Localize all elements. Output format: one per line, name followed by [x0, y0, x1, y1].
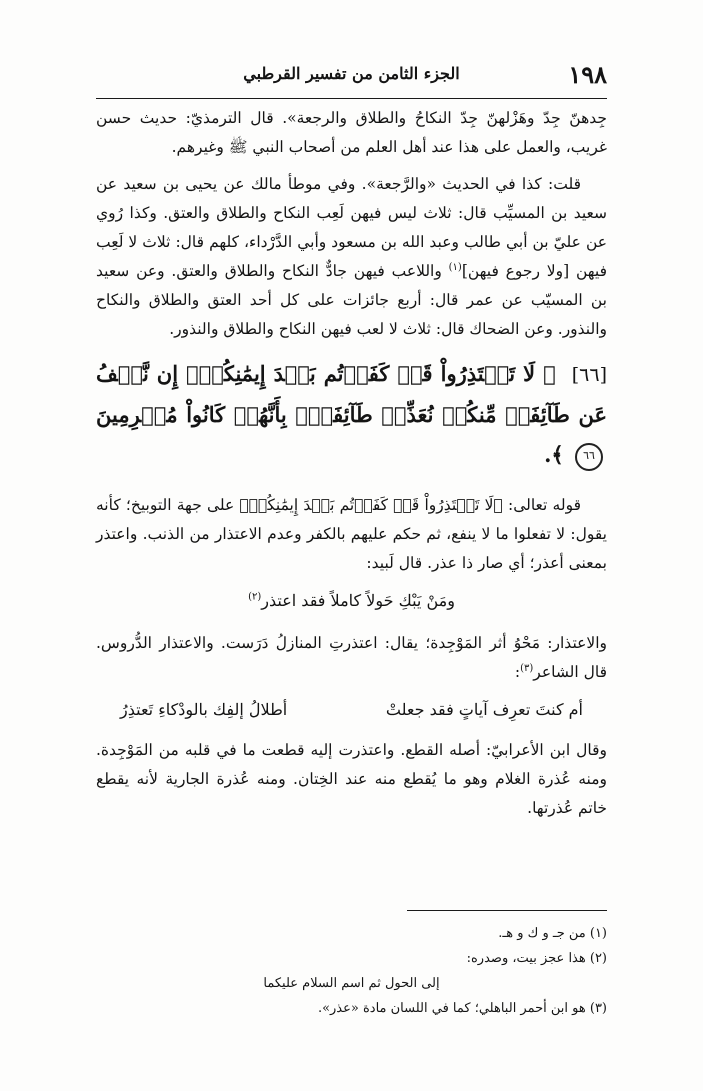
footnote-1: (١) من جـ و ك و هـ.	[498, 926, 607, 941]
verse-text: ﴿ لَا تَعۡتَذِرُواْ قَدۡ كَفَرۡتُم بَعۡدَ إِيمَٰنِكُمۡۚ إِن نَّعۡفُ عَن طَآئِفَةٖ مِّنكُمۡ نُعَذِّبۡ طَآئِفَةَۢ بِأَنَّهُمۡ كَانُواْ مُجۡرِمِينَ	[96, 361, 607, 427]
page-number: ١٩٨	[568, 60, 607, 89]
page-header	[96, 58, 607, 99]
footnote-ref-1: (١)	[448, 261, 462, 273]
footnotes	[96, 910, 607, 1021]
poem-couplet	[120, 695, 583, 724]
paragraph-text: قلت: كذا في الحديث «والرَّجعة». وفي موطأ مالك عن يحيى بن سعيد عن سعيد بن المسيِّب قال: ثلاث ليس فيهن لَعِب النكاح والطلاق والعتق. وكذا رُوي عن عليّ بن أبي طالب وعبد الله بن مسعود وأبي الدَّرْداء، كلهم قال: ثلاث لا لَعِب فيهن [ولا رجوع فيهن]	[96, 175, 607, 280]
ayah-end-icon: ٦٦	[575, 443, 603, 471]
poem-text: ومَنْ يَبْكِ حَولاً كاملاً فقد اعتذر	[261, 591, 455, 610]
footnote-2: (٢) هذا عجز بيت، وصدره:	[466, 951, 607, 966]
poem-hemistich-second: أطلالُ إلفِك بالودْكاءِ تَعتذِرُ	[120, 700, 288, 719]
verse-number: [٦٦]	[571, 364, 608, 386]
paragraph-text: والاعتذار: مَحْوُ أثر المَوْجِدة؛ يقال: اعتذرتِ المنازلُ دَرَست. والاعتذار الدُّروس. قال الشاعر	[96, 634, 607, 681]
paragraph-text: :	[514, 663, 521, 681]
verse-close: ﴾.	[544, 442, 564, 467]
footnote-3: (٣) هو ابن أحمر الباهلي؛ كما في اللسان مادة «عذر».	[317, 1001, 607, 1016]
footnote-2-verse: إلى الحول ثم اسم السلام عليكما	[263, 976, 440, 991]
paragraph-itidhar	[96, 629, 607, 687]
quran-verse	[96, 354, 607, 475]
paragraph-ibn-arabi: وقال ابن الأعرابيّ: أصله القطع. واعتذرت إليه قطعت ما في قلبه من المَوْجِدة. ومنه عُذرة الغلام وهو ما يُقطع منه عند الخِتان. ومنه عُذرة الجارية لأنه يقطع خاتم عُذرتها.	[96, 741, 607, 817]
running-title: الجزء الثامن من تفسير القرطبي	[243, 64, 460, 83]
footnote-divider	[407, 910, 607, 911]
main-text	[96, 104, 607, 831]
paragraph-hadith-end: جِدهنّ جِدّ وهَزْلهنّ جِدّ النكاحُ والطلاق والرجعة». قال الترمذيّ: حديث حسن غريب، والعمل على هذا عند أهل العلم من أصحاب النبي ﷺ وغيرهم.	[96, 109, 607, 156]
paragraph-text: واللاعب فيهن جادٌّ النكاح والطلاق والعتق. وعن سعيد بن المسيّب عن عمر قال: أربع جائزات على كل أحد العتق والطلاق والنكاح والنذور. وعن الضحاك قال: ثلاث لا لعب فيهن النكاح والطلاق والنذور.	[96, 262, 607, 338]
footnote-ref-2: (٢)	[248, 591, 262, 603]
paragraph-commentary: قوله تعالى: ﴿لَا تَعۡتَذِرُواْ قَدۡ كَفَرۡتُم بَعۡدَ إِيمَٰنِكُمۡ﴾ على جهة التوبيخ؛ كأنه يقول: لا تفعلوا ما لا ينفع، ثم حكم عليهم بالكفر وعدم الاعتذار من الذنب. واعتذر بمعنى أعذر؛ أي صار ذا عذر. قال لَبيد:	[96, 496, 607, 572]
poem-line-labid	[96, 586, 607, 615]
paragraph-qultu	[96, 170, 607, 344]
poem-hemistich-first: أم كنتَ تعرِف آياتٍ فقد جعلتْ	[385, 700, 583, 719]
footnote-ref-3: (٣)	[520, 662, 534, 674]
